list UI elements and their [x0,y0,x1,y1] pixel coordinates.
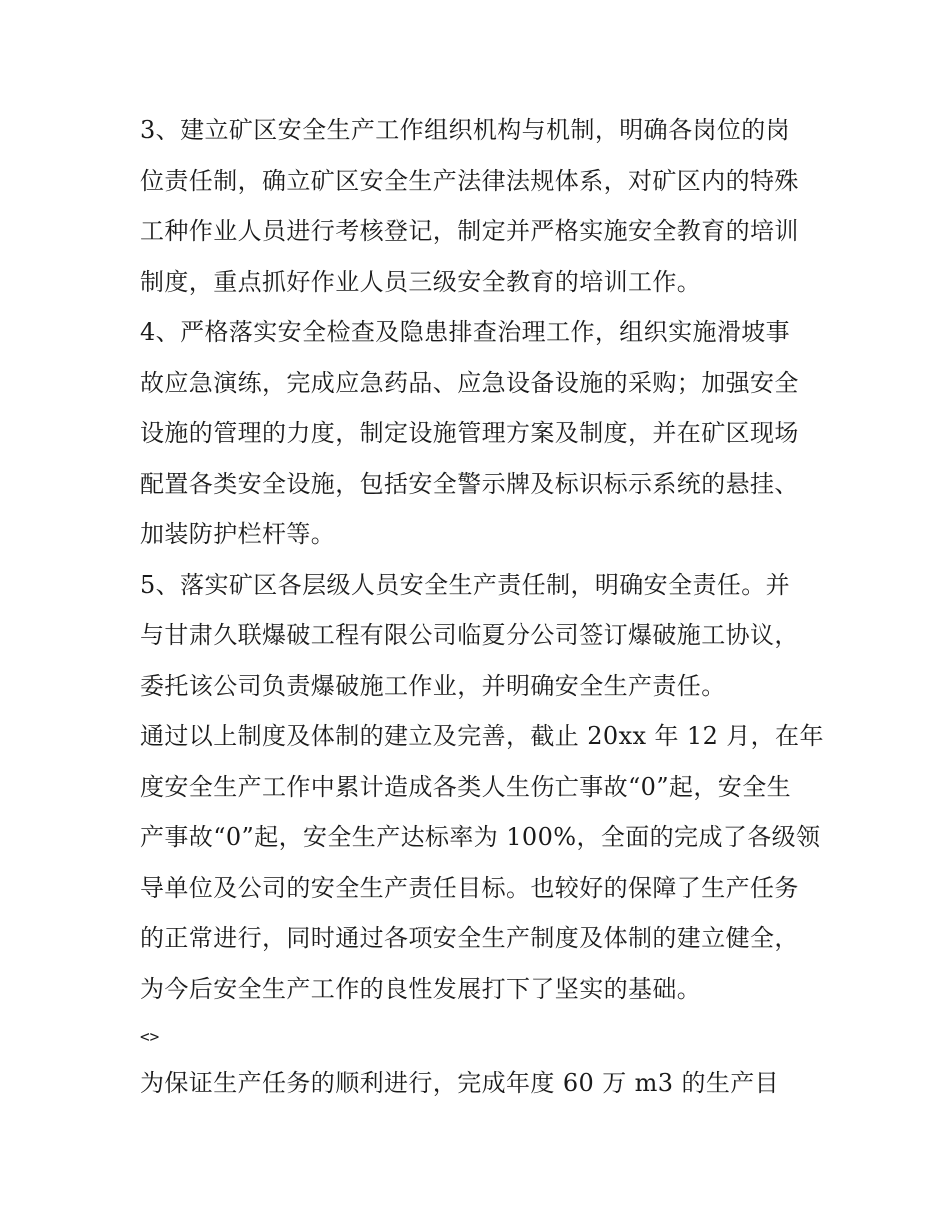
text-line: 4、严格落实安全检查及隐患排查治理工作，组织实施滑坡事 [140,318,791,346]
text-line: 产事故“0”起，安全生产达标率为 100%，全面的完成了各级领 [140,823,821,851]
text-line: 设施的管理的力度，制定设施管理方案及制度，并在矿区现场 [140,419,799,447]
text-line: 制度，重点抓好作业人员三级安全教育的培训工作。 [140,268,702,296]
text-line: 故应急演练，完成应急药品、应急设备设施的采购；加强安全 [140,369,799,397]
text-line: 导单位及公司的安全生产责任目标。也较好的保障了生产任务 [140,874,799,902]
text-line: 委托该公司负责爆破施工作业，并明确安全生产责任。 [140,672,726,700]
text-line: 加装防护栏杆等。 [140,520,336,548]
text-line: 为保证生产任务的顺利进行，完成年度 60 万 m3 的生产目 [140,1069,780,1097]
section-separator: <> [140,1027,160,1046]
text-line: 位责任制，确立矿区安全生产法律法规体系，对矿区内的特殊 [140,167,799,195]
text-line: 配置各类安全设施，包括安全警示牌及标识标示系统的悬挂、 [140,470,799,498]
text-line: 的正常进行，同时通过各项安全生产制度及体制的建立健全， [140,924,799,952]
text-line: 通过以上制度及体制的建立及完善，截止 20xx 年 12 月，在年 [140,722,824,750]
text-line: 工种作业人员进行考核登记，制定并严格实施安全教育的培训 [140,217,799,245]
text-line: 与甘肃久联爆破工程有限公司临夏分公司签订爆破施工协议， [140,621,799,649]
text-line: 5、落实矿区各层级人员安全生产责任制，明确安全责任。并 [140,571,791,599]
text-line: 3、建立矿区安全生产工作组织机构与机制，明确各岗位的岗 [140,116,791,144]
text-line: 为今后安全生产工作的良性发展打下了坚实的基础。 [140,975,702,1003]
text-line: 度安全生产工作中累计造成各类人生伤亡事故“0”起，安全生 [140,773,792,801]
